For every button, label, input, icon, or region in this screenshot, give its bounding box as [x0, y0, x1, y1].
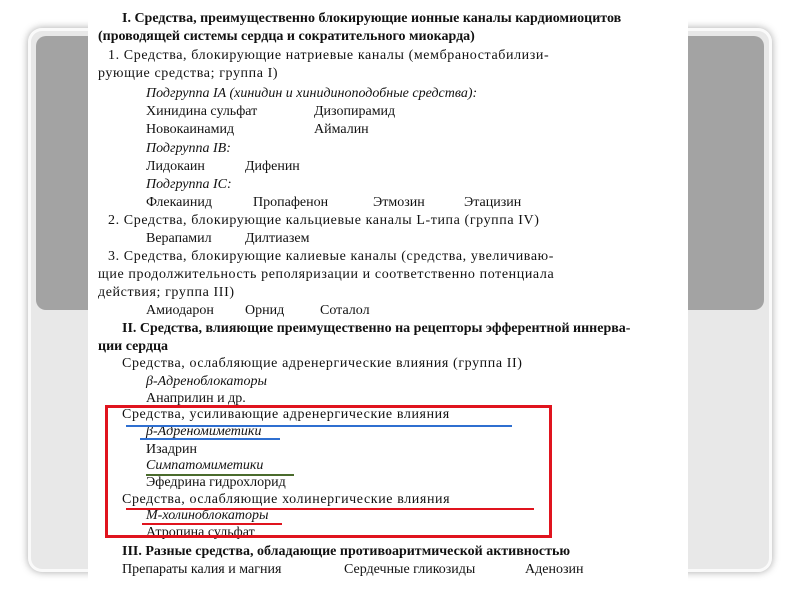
drug-isoprenaline: Изадрин: [146, 442, 197, 457]
beta-blockers-label: β-Адреноблокаторы: [146, 374, 268, 389]
item-3-title-cont-1: щие продолжительность реполяризации и соответственно потенциала: [98, 267, 555, 282]
underline-blue-2: [140, 438, 280, 440]
item-1-title-cont: рующие средства; группа I): [98, 66, 279, 81]
sympathomimetics-label: Симпатомиметики: [146, 458, 264, 473]
drug-bretylium: Орнид: [245, 303, 285, 318]
section-1-heading-cont: (проводящей системы сердца и сократительного миокарда): [98, 29, 475, 44]
drug-ephedrine: Эфедрина гидрохлорид: [146, 475, 286, 490]
item-2-title: 2. Средства, блокирующие кальциевые каналы L-типа (группа IV): [108, 213, 540, 228]
section-1-heading: I. Средства, преимущественно блокирующие ионные каналы кардиомиоцитов: [122, 11, 622, 26]
drug-procainamide: Новокаинамид: [146, 122, 235, 137]
m-cholinoblockers-label: М-холиноблокаторы: [146, 508, 269, 523]
beta-agonists-label: β-Адреномиметики: [146, 424, 262, 439]
item-3-title-cont-2: действия; группа III): [98, 285, 235, 300]
subgroup-ic-label: Подгруппа IC:: [146, 177, 232, 192]
drug-diltiazem: Дилтиазем: [245, 231, 310, 246]
subgroup-ia-label: Подгруппа IA (хинидин и хинидиноподобные средства):: [146, 86, 478, 101]
drug-lidocaine: Лидокаин: [146, 159, 205, 174]
drug-amiodarone: Амиодарон: [146, 303, 214, 318]
underline-red-2: [142, 523, 282, 525]
cholinergic-weakening-title: Средства, ослабляющие холинергические влияния: [122, 492, 451, 507]
drug-potassium-magnesium: Препараты калия и магния: [122, 562, 282, 577]
section-2-heading-cont: ции сердца: [98, 339, 169, 354]
item-3-title: 3. Средства, блокирующие калиевые каналы (средства, увеличиваю-: [108, 249, 554, 264]
drug-flecainide: Флекаинид: [146, 195, 212, 210]
section-3-heading: III. Разные средства, обладающие противоаритмической активностью: [122, 544, 571, 559]
drug-moricizine: Этмозин: [373, 195, 425, 210]
drug-adenosine: Аденозин: [525, 562, 584, 577]
underline-blue-1: [126, 425, 512, 427]
subgroup-ib-label: Подгруппа IB:: [146, 141, 231, 156]
underline-green: [146, 474, 294, 476]
drug-ethacizine: Этацизин: [464, 195, 522, 210]
drug-verapamil: Верапамил: [146, 231, 212, 246]
drug-phenytoin: Дифенин: [245, 159, 300, 174]
drug-propafenone: Пропафенон: [253, 195, 329, 210]
drug-quinidine: Хинидина сульфат: [146, 104, 258, 119]
drug-atropine: Атропина сульфат: [146, 525, 255, 540]
underline-red-1: [126, 508, 534, 510]
item-1-title: 1. Средства, блокирующие натриевые каналы (мембраностабилизи-: [108, 48, 550, 63]
adrenergic-weakening-title: Средства, ослабляющие адренергические влияния (группа II): [122, 356, 523, 371]
drug-ajmaline: Аймалин: [314, 122, 369, 137]
drug-disopyramide: Дизопирамид: [314, 104, 396, 119]
drug-propranolol: Анаприлин и др.: [146, 391, 246, 406]
section-2-heading: II. Средства, влияющие преимущественно на рецепторы эфферентной иннерва-: [122, 321, 631, 336]
drug-sotalol: Соталол: [320, 303, 370, 318]
adrenergic-enhancing-title: Средства, усиливающие адренергические влияния: [122, 407, 450, 422]
drug-cardiac-glycosides: Сердечные гликозиды: [344, 562, 476, 577]
